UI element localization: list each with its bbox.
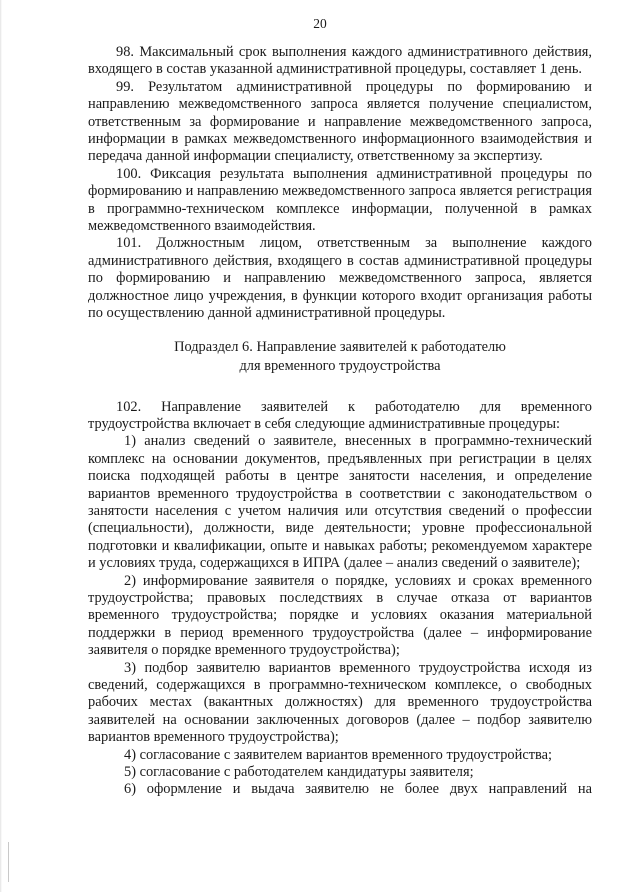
procedure-item-6: 6) оформление и выдача заявителю не более двух направлений на	[124, 781, 592, 798]
scan-left-edge	[0, 0, 2, 892]
paragraph-100: 100. Фиксация результата выполнения административной процедуры по формированию и направлению межведомственного запроса является регистрация в программно-техническом комплексе информации, полученной в рамках межведомственного взаимодействия.	[88, 165, 592, 235]
paragraph-102: 102. Направление заявителей к работодателю для временного трудоустройства включает в себя следующие административные процедуры:	[88, 398, 592, 432]
paragraph-98: 98. Максимальный срок выполнения каждого административного действия, входящего в состав указанной административной процедуры, составляет 1 день.	[88, 44, 592, 78]
subsection-heading-line-1: Подраздел 6. Направление заявителей к работодателю	[174, 338, 506, 355]
procedure-item-2: 2) информирование заявителя о порядке, условиях и сроках временного трудоустройства; правовых последствиях в случае отказа от вариантов временного трудоустройства; порядке и условиях оказания материальной поддержки в период временного трудоустройства (далее – информирование заявителя о порядке временного трудоустройства);	[88, 572, 592, 659]
subsection-heading-line-2: для временного трудоустройства	[239, 357, 441, 374]
procedure-item-1: 1) анализ сведений о заявителе, внесенных в программно-технический комплекс на основании документов, предъявленных при регистрации в целях поиска подходящей работы в центре занятости населения, и определение вариантов временного трудоустройства в соответствии с законодательством о занятости населения с учетом наличия или отсутствия сведений о профессии (специальности), должности, виде деятельности; уровне профессиональной подготовки и квалификации, опыте и навыках работы; рекомендуемом характере и условиях труда, содержащихся в ИПРА (далее – анализ сведений о заявителе);	[88, 433, 592, 572]
paragraph-101: 101. Должностным лицом, ответственным за выполнение каждого административного действия, входящего в состав административной процедуры по формированию и направлению межведомственного запроса, является должностное лицо учреждения, в функции которого входит организация работы по осуществлению данной административной процедуры.	[88, 235, 592, 322]
procedure-item-4: 4) согласование с заявителем вариантов временного трудоустройства;	[124, 746, 552, 763]
procedure-item-5: 5) согласование с работодателем кандидатуры заявителя;	[124, 764, 474, 781]
page-number: 20	[313, 16, 327, 31]
paragraph-99: 99. Результатом административной процедуры по формированию и направлению межведомственного запроса является получение специалистом, ответственным за формирование и направление межведомственного запроса, информации в рамках межведомственного информационного взаимодействия и передача данной информации специалисту, ответственному за экспертизу.	[88, 78, 592, 165]
procedure-item-3: 3) подбор заявителю вариантов временного трудоустройства исходя из сведений, содержащихся в программно-техническом комплексе, о свободных рабочих местах (вакантных должностях) для временного трудоустройства заявителей на основании заключенных договоров (далее – подбор заявителю вариантов временного трудоустройства);	[88, 659, 592, 746]
scan-edge-mark	[8, 842, 13, 882]
document-body	[88, 44, 592, 799]
subsection-heading	[88, 338, 592, 376]
